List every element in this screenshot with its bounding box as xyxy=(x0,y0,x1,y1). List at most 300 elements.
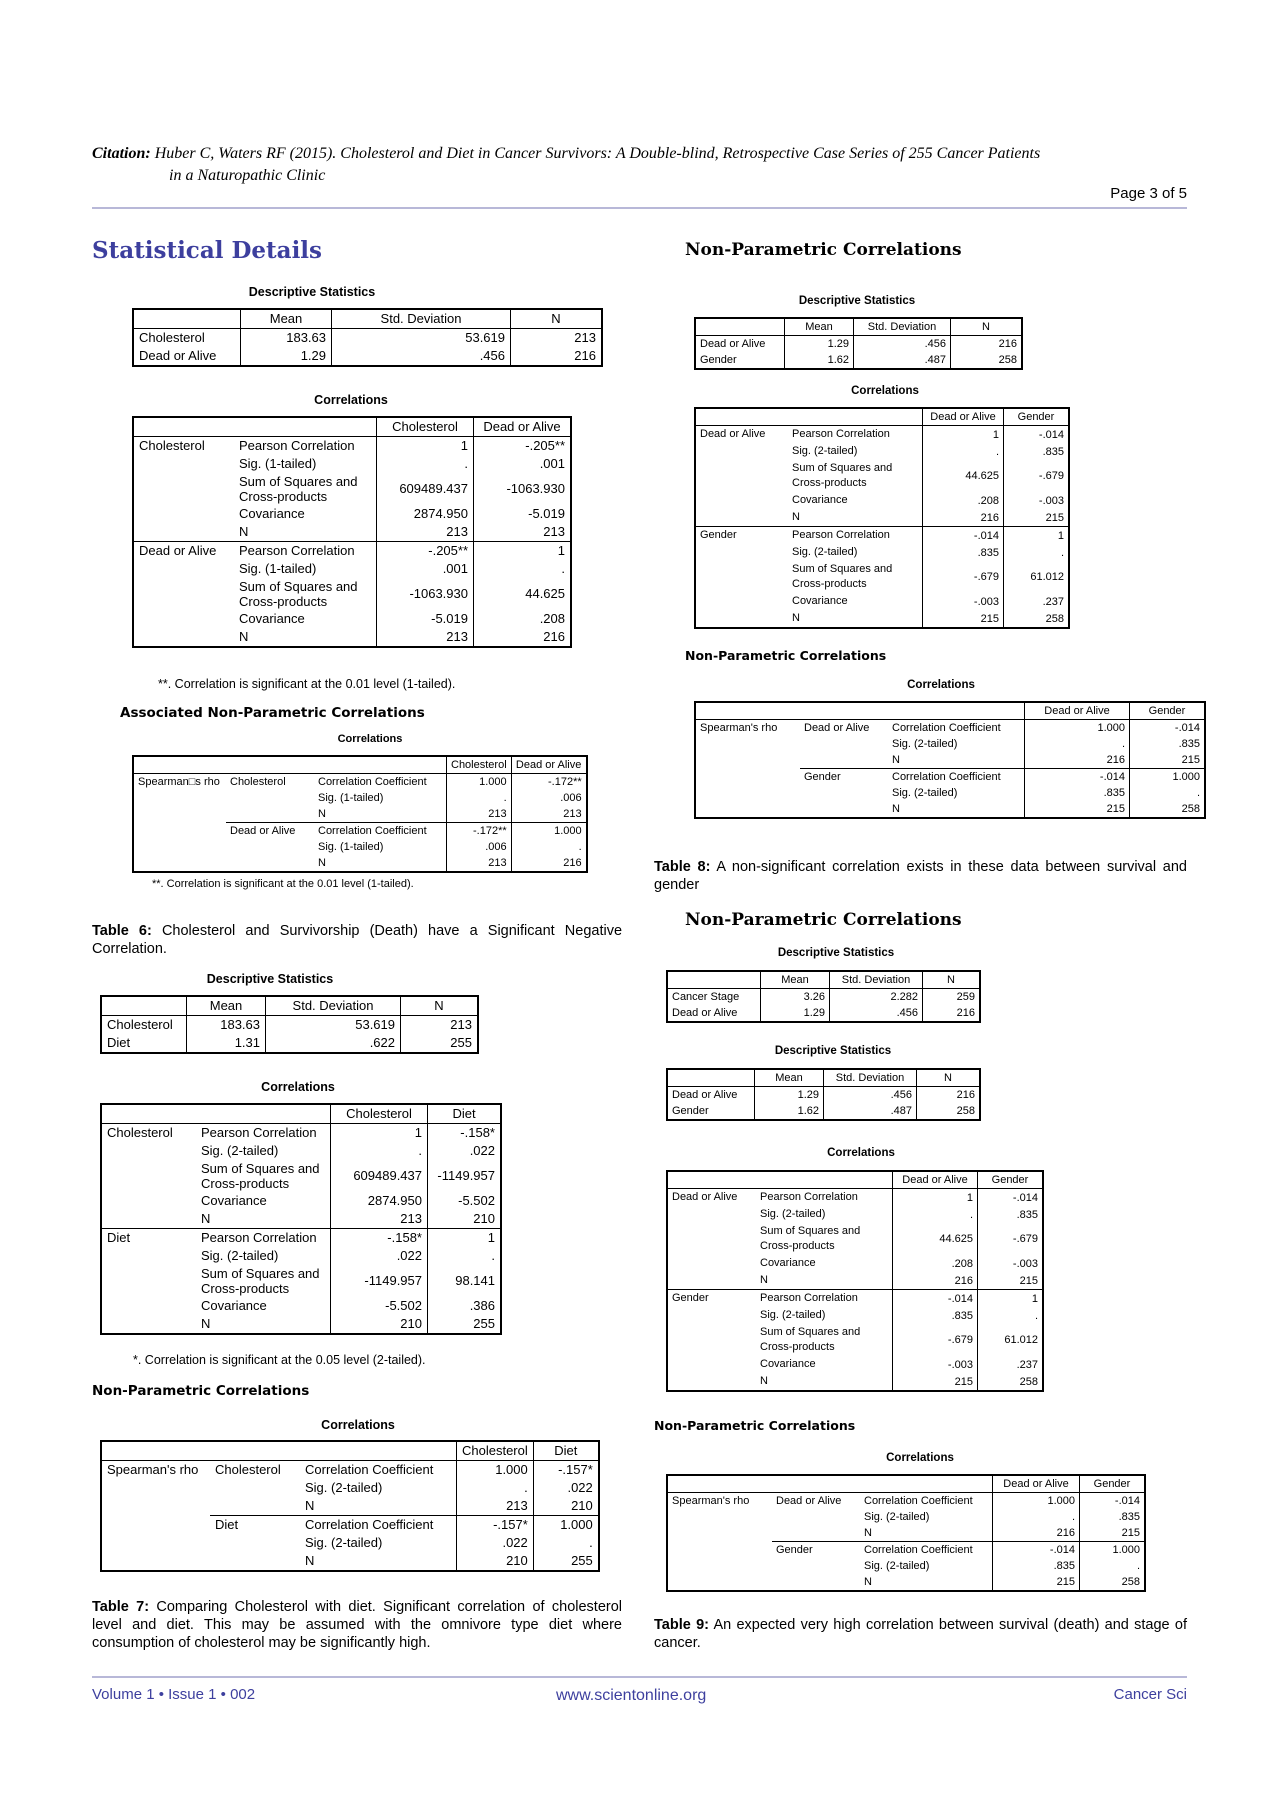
table-cell: 1.29 xyxy=(785,336,854,353)
spearman-label xyxy=(667,1558,772,1574)
table-cell: 215 xyxy=(923,610,1004,628)
statistic-label: Sig. (2-tailed) xyxy=(196,1142,331,1160)
group-label xyxy=(226,790,314,806)
table-cell: -.014 xyxy=(893,1290,978,1308)
table-row xyxy=(667,1087,980,1104)
table-cell: -.003 xyxy=(1004,492,1070,509)
group-label xyxy=(695,610,788,628)
table-row xyxy=(695,610,1069,628)
table-cell: 1.000 xyxy=(511,823,587,840)
corr1-footnote: **. Correlation is significant at the 0.01 level (1-tailed). xyxy=(158,677,456,691)
table-cell: -.205** xyxy=(377,542,474,561)
section-title: Statistical Details xyxy=(92,237,322,264)
table-row xyxy=(667,1189,1043,1207)
table-header-row xyxy=(667,971,980,989)
group-label: Gender xyxy=(772,1542,860,1559)
table-cell: 259 xyxy=(923,989,981,1006)
row-label: Dead or Alive xyxy=(667,1005,761,1022)
statistic-label: Pearson Correlation xyxy=(756,1290,893,1308)
table-header-row xyxy=(695,408,1069,426)
table-cell: .006 xyxy=(447,839,512,855)
table-cell: -.679 xyxy=(923,561,1004,593)
table-cell: 213 xyxy=(511,806,587,823)
row-header-blank xyxy=(695,702,800,720)
group-label xyxy=(695,561,788,593)
group-label: Dead or Alive xyxy=(804,722,870,734)
table-cell: 216 xyxy=(511,855,587,872)
table-cell: 1 xyxy=(893,1189,978,1207)
row-header-blank xyxy=(756,1171,893,1189)
table-cell: 61.012 xyxy=(978,1324,1044,1356)
group-label: Dead or Alive xyxy=(672,1191,738,1203)
table-row xyxy=(133,505,571,523)
table-cell: 1 xyxy=(377,437,474,456)
table-row xyxy=(667,1255,1043,1272)
table-cell: 213 xyxy=(474,523,572,542)
column-header: Cholesterol xyxy=(377,417,474,437)
table-row xyxy=(133,790,587,806)
row-header-blank xyxy=(226,756,314,774)
statistic-label: Sig. (2-tailed) xyxy=(196,1247,331,1265)
column-header: N xyxy=(917,1069,981,1087)
column-header: Cholesterol xyxy=(457,1441,534,1461)
statistic-label: N xyxy=(300,1497,457,1516)
row-header-blank xyxy=(210,1441,300,1461)
statistic-label: Covariance xyxy=(196,1297,331,1315)
table-cell: .622 xyxy=(266,1034,401,1053)
table-cell: 609489.437 xyxy=(377,473,474,505)
table-cell: -5.502 xyxy=(428,1192,502,1210)
row-header-blank xyxy=(300,1441,457,1461)
table-row xyxy=(101,1247,501,1265)
table-cell: 215 xyxy=(1025,801,1130,818)
table-row xyxy=(133,774,587,791)
statistic-label: Pearson Correlation xyxy=(234,437,377,456)
table-row xyxy=(667,1509,1145,1525)
footer-website-link[interactable]: www.scientonline.org xyxy=(556,1687,707,1704)
statistic-label: Sig. (2-tailed) xyxy=(300,1479,457,1497)
table-cell: -1149.957 xyxy=(331,1265,428,1297)
table-row xyxy=(695,544,1069,561)
table-header-row xyxy=(101,1441,599,1461)
np-small-1: Non-Parametric Correlations xyxy=(685,648,887,663)
table-row xyxy=(695,336,1022,353)
group-label xyxy=(667,1255,756,1272)
np-small-2: Non-Parametric Correlations xyxy=(654,1418,856,1433)
table7-text: Comparing Cholesterol with diet. Significant correlation of cholesterol level and diet. This may be assumed with the omnivore type diet where consumption of cholesterol may be significantly high. xyxy=(92,1599,622,1651)
table-cell: -.679 xyxy=(1004,460,1070,492)
table-row xyxy=(695,593,1069,610)
np2-title: Correlations xyxy=(321,1418,395,1432)
table-cell: . xyxy=(457,1479,534,1497)
table-cell: . xyxy=(331,1142,428,1160)
table-cell: . xyxy=(923,443,1004,460)
group-label xyxy=(800,752,888,769)
statistic-label: N xyxy=(888,801,1025,818)
citation-text: Huber C, Waters RF (2015). Cholesterol and Diet in Cancer Survivors: A Double-blind, Retrospective Case Series of 255 Cancer Patients xyxy=(154,145,1041,162)
table-row xyxy=(101,1034,478,1053)
table-cell: -1149.957 xyxy=(428,1160,502,1192)
group-label: Gender xyxy=(667,1290,756,1308)
table-row xyxy=(101,1315,501,1334)
table-cell: 258 xyxy=(1004,610,1070,628)
group-label xyxy=(133,523,234,542)
group-label xyxy=(667,1324,756,1356)
table-row xyxy=(695,769,1205,786)
row-header-blank xyxy=(695,408,788,426)
row-header-blank xyxy=(860,1475,993,1493)
statistic-label: Sig. (1-tailed) xyxy=(314,790,447,806)
table-header-row xyxy=(101,1104,501,1124)
group-label xyxy=(133,455,234,473)
table-cell: 98.141 xyxy=(428,1265,502,1297)
row-header-blank xyxy=(133,417,234,437)
group-label xyxy=(667,1206,756,1223)
table-cell: -.172** xyxy=(511,774,587,791)
citation-label: Citation: xyxy=(92,145,151,162)
table-row xyxy=(695,426,1069,444)
table-cell: 1.29 xyxy=(755,1087,824,1104)
table-cell: 1.62 xyxy=(755,1103,824,1120)
statistic-label: Sum of Squares and Cross-products xyxy=(756,1223,893,1255)
column-header: N xyxy=(923,971,981,989)
desc4-title: Descriptive Statistics xyxy=(777,947,895,959)
statistic-label: Sum of Squares and Cross-products xyxy=(788,460,923,492)
column-header: Dead or Alive xyxy=(993,1475,1080,1493)
table-cell: -1063.930 xyxy=(377,578,474,610)
group-label: Gender xyxy=(695,527,788,545)
spearman-label xyxy=(101,1516,210,1535)
group-label xyxy=(133,560,234,578)
group-label xyxy=(695,593,788,610)
table-row xyxy=(667,1574,1145,1591)
table-row xyxy=(133,329,602,348)
group-label xyxy=(695,443,788,460)
np1-grid xyxy=(132,755,588,873)
row-header-blank xyxy=(101,996,187,1016)
table-cell: . xyxy=(1130,785,1206,801)
row-label: Cholesterol xyxy=(101,1016,187,1035)
table-header-row xyxy=(667,1171,1043,1189)
table-cell: .835 xyxy=(893,1307,978,1324)
statistic-label: Pearson Correlation xyxy=(756,1189,893,1207)
column-header: Dead or Alive xyxy=(893,1171,978,1189)
table-cell: -.003 xyxy=(923,593,1004,610)
row-header-blank xyxy=(234,417,377,437)
group-label xyxy=(800,785,888,801)
statistic-label: Correlation Coefficient xyxy=(860,1493,993,1510)
statistic-label: Sum of Squares and Cross-products xyxy=(196,1265,331,1297)
table-cell: 1.000 xyxy=(457,1461,534,1480)
statistic-label: Sum of Squares and Cross-products xyxy=(234,473,377,505)
table-row xyxy=(695,492,1069,509)
table-cell: .835 xyxy=(923,544,1004,561)
table-row xyxy=(133,823,587,840)
group-label: Cholesterol xyxy=(107,1125,173,1140)
table-row xyxy=(133,347,602,366)
np-title-2: Non-Parametric Correlations xyxy=(685,910,962,930)
table-cell: -.014 xyxy=(1080,1493,1146,1510)
table-cell: -.158* xyxy=(428,1124,502,1143)
group-label xyxy=(667,1373,756,1391)
table-cell: -5.019 xyxy=(377,610,474,628)
column-header: N xyxy=(951,318,1023,336)
table-row xyxy=(101,1124,501,1143)
statistic-label: Covariance xyxy=(756,1356,893,1373)
table-cell: .835 xyxy=(1004,443,1070,460)
statistic-label: N xyxy=(300,1552,457,1571)
table-row xyxy=(133,610,571,628)
desc3-grid xyxy=(694,317,1023,370)
column-header: Mean xyxy=(761,971,830,989)
row-label: Cancer Stage xyxy=(667,989,761,1006)
table-cell: 44.625 xyxy=(893,1223,978,1255)
column-header: Dead or Alive xyxy=(1025,702,1130,720)
table-row xyxy=(667,1356,1043,1373)
statistic-label: Sum of Squares and Cross-products xyxy=(234,578,377,610)
assoc-title: Associated Non-Parametric Correlations xyxy=(120,705,425,721)
row-header-blank xyxy=(888,702,1025,720)
group-label: Cholesterol xyxy=(230,776,286,788)
table-cell: 215 xyxy=(1004,509,1070,527)
spearman-label xyxy=(101,1497,210,1516)
table-header-row xyxy=(101,996,478,1016)
table-row xyxy=(667,1223,1043,1255)
group-label xyxy=(101,1265,196,1297)
desc4-grid xyxy=(666,970,981,1023)
table-cell: . xyxy=(377,455,474,473)
corr2-grid xyxy=(100,1103,502,1335)
group-label xyxy=(210,1552,300,1571)
table-cell: -5.502 xyxy=(331,1297,428,1315)
table-cell: . xyxy=(428,1247,502,1265)
column-header: Diet xyxy=(533,1441,599,1461)
table-cell: -.014 xyxy=(1130,720,1206,737)
spearman-label xyxy=(133,839,226,855)
table-cell: .208 xyxy=(893,1255,978,1272)
group-label xyxy=(101,1247,196,1265)
group-label xyxy=(101,1210,196,1229)
table-cell: 255 xyxy=(401,1034,479,1053)
row-header-blank xyxy=(133,756,226,774)
group-label xyxy=(210,1497,300,1516)
table-cell: 258 xyxy=(1080,1574,1146,1591)
table-cell: 258 xyxy=(951,352,1023,369)
table6-caption xyxy=(92,922,622,958)
spearman-label xyxy=(101,1479,210,1497)
spearman-label xyxy=(101,1552,210,1571)
table-cell: 213 xyxy=(447,855,512,872)
table9-label: Table 9: xyxy=(654,1617,709,1633)
footer-journal: Cancer Sci xyxy=(1113,1686,1187,1703)
citation xyxy=(92,143,1192,187)
table-row xyxy=(101,1265,501,1297)
table-row xyxy=(667,1542,1145,1559)
group-label xyxy=(133,628,234,647)
desc5-title: Descriptive Statistics xyxy=(774,1045,892,1057)
table-cell: 213 xyxy=(457,1497,534,1516)
desc2-title: Descriptive Statistics xyxy=(206,972,334,986)
table-cell: . xyxy=(533,1534,599,1552)
column-header: Std. Deviation xyxy=(266,996,401,1016)
header-divider xyxy=(92,207,1187,209)
spearman-label: Spearman's rho xyxy=(107,1462,199,1477)
group-label xyxy=(800,736,888,752)
table-cell: .835 xyxy=(978,1206,1044,1223)
table6-label: Table 6: xyxy=(92,923,152,939)
table-cell: 53.619 xyxy=(332,329,511,348)
spearman-label xyxy=(695,736,800,752)
statistic-label: N xyxy=(234,628,377,647)
table-cell: 1 xyxy=(331,1124,428,1143)
desc1-title: Descriptive Statistics xyxy=(248,285,376,299)
column-header: Mean xyxy=(187,996,266,1016)
column-header: Std. Deviation xyxy=(332,309,511,329)
table-row xyxy=(133,839,587,855)
table-cell: .487 xyxy=(854,352,951,369)
table-header-row xyxy=(667,1475,1145,1493)
column-header: Gender xyxy=(1130,702,1206,720)
table-cell: 215 xyxy=(893,1373,978,1391)
table-cell: .006 xyxy=(511,790,587,806)
statistic-label: Covariance xyxy=(234,610,377,628)
table-cell: .456 xyxy=(332,347,511,366)
spearman-label xyxy=(101,1534,210,1552)
table-cell: . xyxy=(893,1206,978,1223)
statistic-label: Sig. (2-tailed) xyxy=(788,544,923,561)
spearman-label: Spearman's rho xyxy=(700,722,778,734)
table-cell: 213 xyxy=(377,523,474,542)
table-cell: -1063.930 xyxy=(474,473,572,505)
table-cell: -.172** xyxy=(447,823,512,840)
table-row xyxy=(667,1290,1043,1308)
table7-caption xyxy=(92,1598,622,1652)
np2-grid xyxy=(100,1440,600,1572)
table-cell: .835 xyxy=(1130,736,1206,752)
statistic-label: N xyxy=(756,1272,893,1290)
group-label xyxy=(772,1509,860,1525)
table9-text: An expected very high correlation between survival (death) and stage of cancer. xyxy=(654,1617,1187,1651)
statistic-label: N xyxy=(314,855,447,872)
row-header-blank xyxy=(667,1069,755,1087)
table-cell: 210 xyxy=(533,1497,599,1516)
statistic-label: Sig. (1-tailed) xyxy=(234,560,377,578)
statistic-label: N xyxy=(860,1574,993,1591)
table-cell: 210 xyxy=(331,1315,428,1334)
table-cell: .022 xyxy=(428,1142,502,1160)
table-cell: 1.000 xyxy=(1025,720,1130,737)
group-label: Diet xyxy=(101,1229,196,1248)
np4-title: Correlations xyxy=(886,1452,954,1464)
table-cell: 1.62 xyxy=(785,352,854,369)
row-header-blank xyxy=(101,1441,210,1461)
table-row xyxy=(695,527,1069,545)
table-cell: . xyxy=(447,790,512,806)
table-row xyxy=(695,352,1022,369)
row-header-blank xyxy=(196,1104,331,1124)
corr1-title: Correlations xyxy=(314,393,388,407)
table-cell: 216 xyxy=(917,1087,981,1104)
table-row xyxy=(667,1558,1145,1574)
table-cell: -.014 xyxy=(923,527,1004,545)
np3-grid xyxy=(694,701,1206,819)
group-label xyxy=(133,610,234,628)
table-row xyxy=(133,560,571,578)
table-cell: 3.26 xyxy=(761,989,830,1006)
table-cell: . xyxy=(1025,736,1130,752)
statistic-label: N xyxy=(314,806,447,823)
group-label xyxy=(210,1479,300,1497)
group-label xyxy=(101,1315,196,1334)
spearman-label xyxy=(133,823,226,840)
column-header: Dead or Alive xyxy=(474,417,572,437)
table8-text: A non-significant correlation exists in these data between survival and gender xyxy=(654,859,1187,893)
statistic-label: N xyxy=(788,509,923,527)
group-label xyxy=(133,473,234,505)
table-row xyxy=(133,455,571,473)
table-row xyxy=(667,989,980,1006)
row-header-blank xyxy=(133,309,241,329)
group-label: Cholesterol xyxy=(139,438,205,453)
table-cell: 609489.437 xyxy=(331,1160,428,1192)
table-cell: -.014 xyxy=(993,1542,1080,1559)
table-cell: -.014 xyxy=(1004,426,1070,444)
corr4-title: Correlations xyxy=(827,1147,895,1159)
table-row xyxy=(101,1160,501,1192)
table-row xyxy=(667,1525,1145,1542)
row-label: Dead or Alive xyxy=(667,1087,755,1104)
table-cell: -.003 xyxy=(893,1356,978,1373)
table-row xyxy=(133,855,587,872)
table-cell: .001 xyxy=(377,560,474,578)
table-row xyxy=(667,1307,1043,1324)
table8-caption xyxy=(654,858,1187,894)
row-header-blank xyxy=(800,702,888,720)
table-cell: 216 xyxy=(923,1005,981,1022)
table-cell: .487 xyxy=(824,1103,917,1120)
statistic-label: Pearson Correlation xyxy=(788,527,923,545)
table-cell: 61.012 xyxy=(1004,561,1070,593)
group-label xyxy=(695,544,788,561)
statistic-label: Sig. (2-tailed) xyxy=(756,1307,893,1324)
table-cell: 210 xyxy=(457,1552,534,1571)
statistic-label: Sig. (2-tailed) xyxy=(788,443,923,460)
table-cell: 1 xyxy=(474,542,572,561)
column-header: Std. Deviation xyxy=(854,318,951,336)
statistic-label: N xyxy=(196,1210,331,1229)
np2-heading: Non-Parametric Correlations xyxy=(92,1383,310,1399)
table-row xyxy=(101,1461,599,1480)
table-cell: 213 xyxy=(511,329,603,348)
group-label xyxy=(667,1356,756,1373)
table-cell: .456 xyxy=(854,336,951,353)
table-cell: 2874.950 xyxy=(377,505,474,523)
column-header: Mean xyxy=(241,309,332,329)
table-row xyxy=(667,1324,1043,1356)
column-header: N xyxy=(511,309,603,329)
table-cell: 183.63 xyxy=(241,329,332,348)
table-cell: 1.000 xyxy=(1130,769,1206,786)
table-header-row xyxy=(695,318,1022,336)
column-header: Cholesterol xyxy=(331,1104,428,1124)
table-row xyxy=(695,509,1069,527)
group-label: Dead or Alive xyxy=(226,823,314,840)
group-label xyxy=(101,1192,196,1210)
column-header: Mean xyxy=(755,1069,824,1087)
np3-title: Correlations xyxy=(907,679,975,691)
row-label: Gender xyxy=(667,1103,755,1120)
statistic-label: Covariance xyxy=(756,1255,893,1272)
